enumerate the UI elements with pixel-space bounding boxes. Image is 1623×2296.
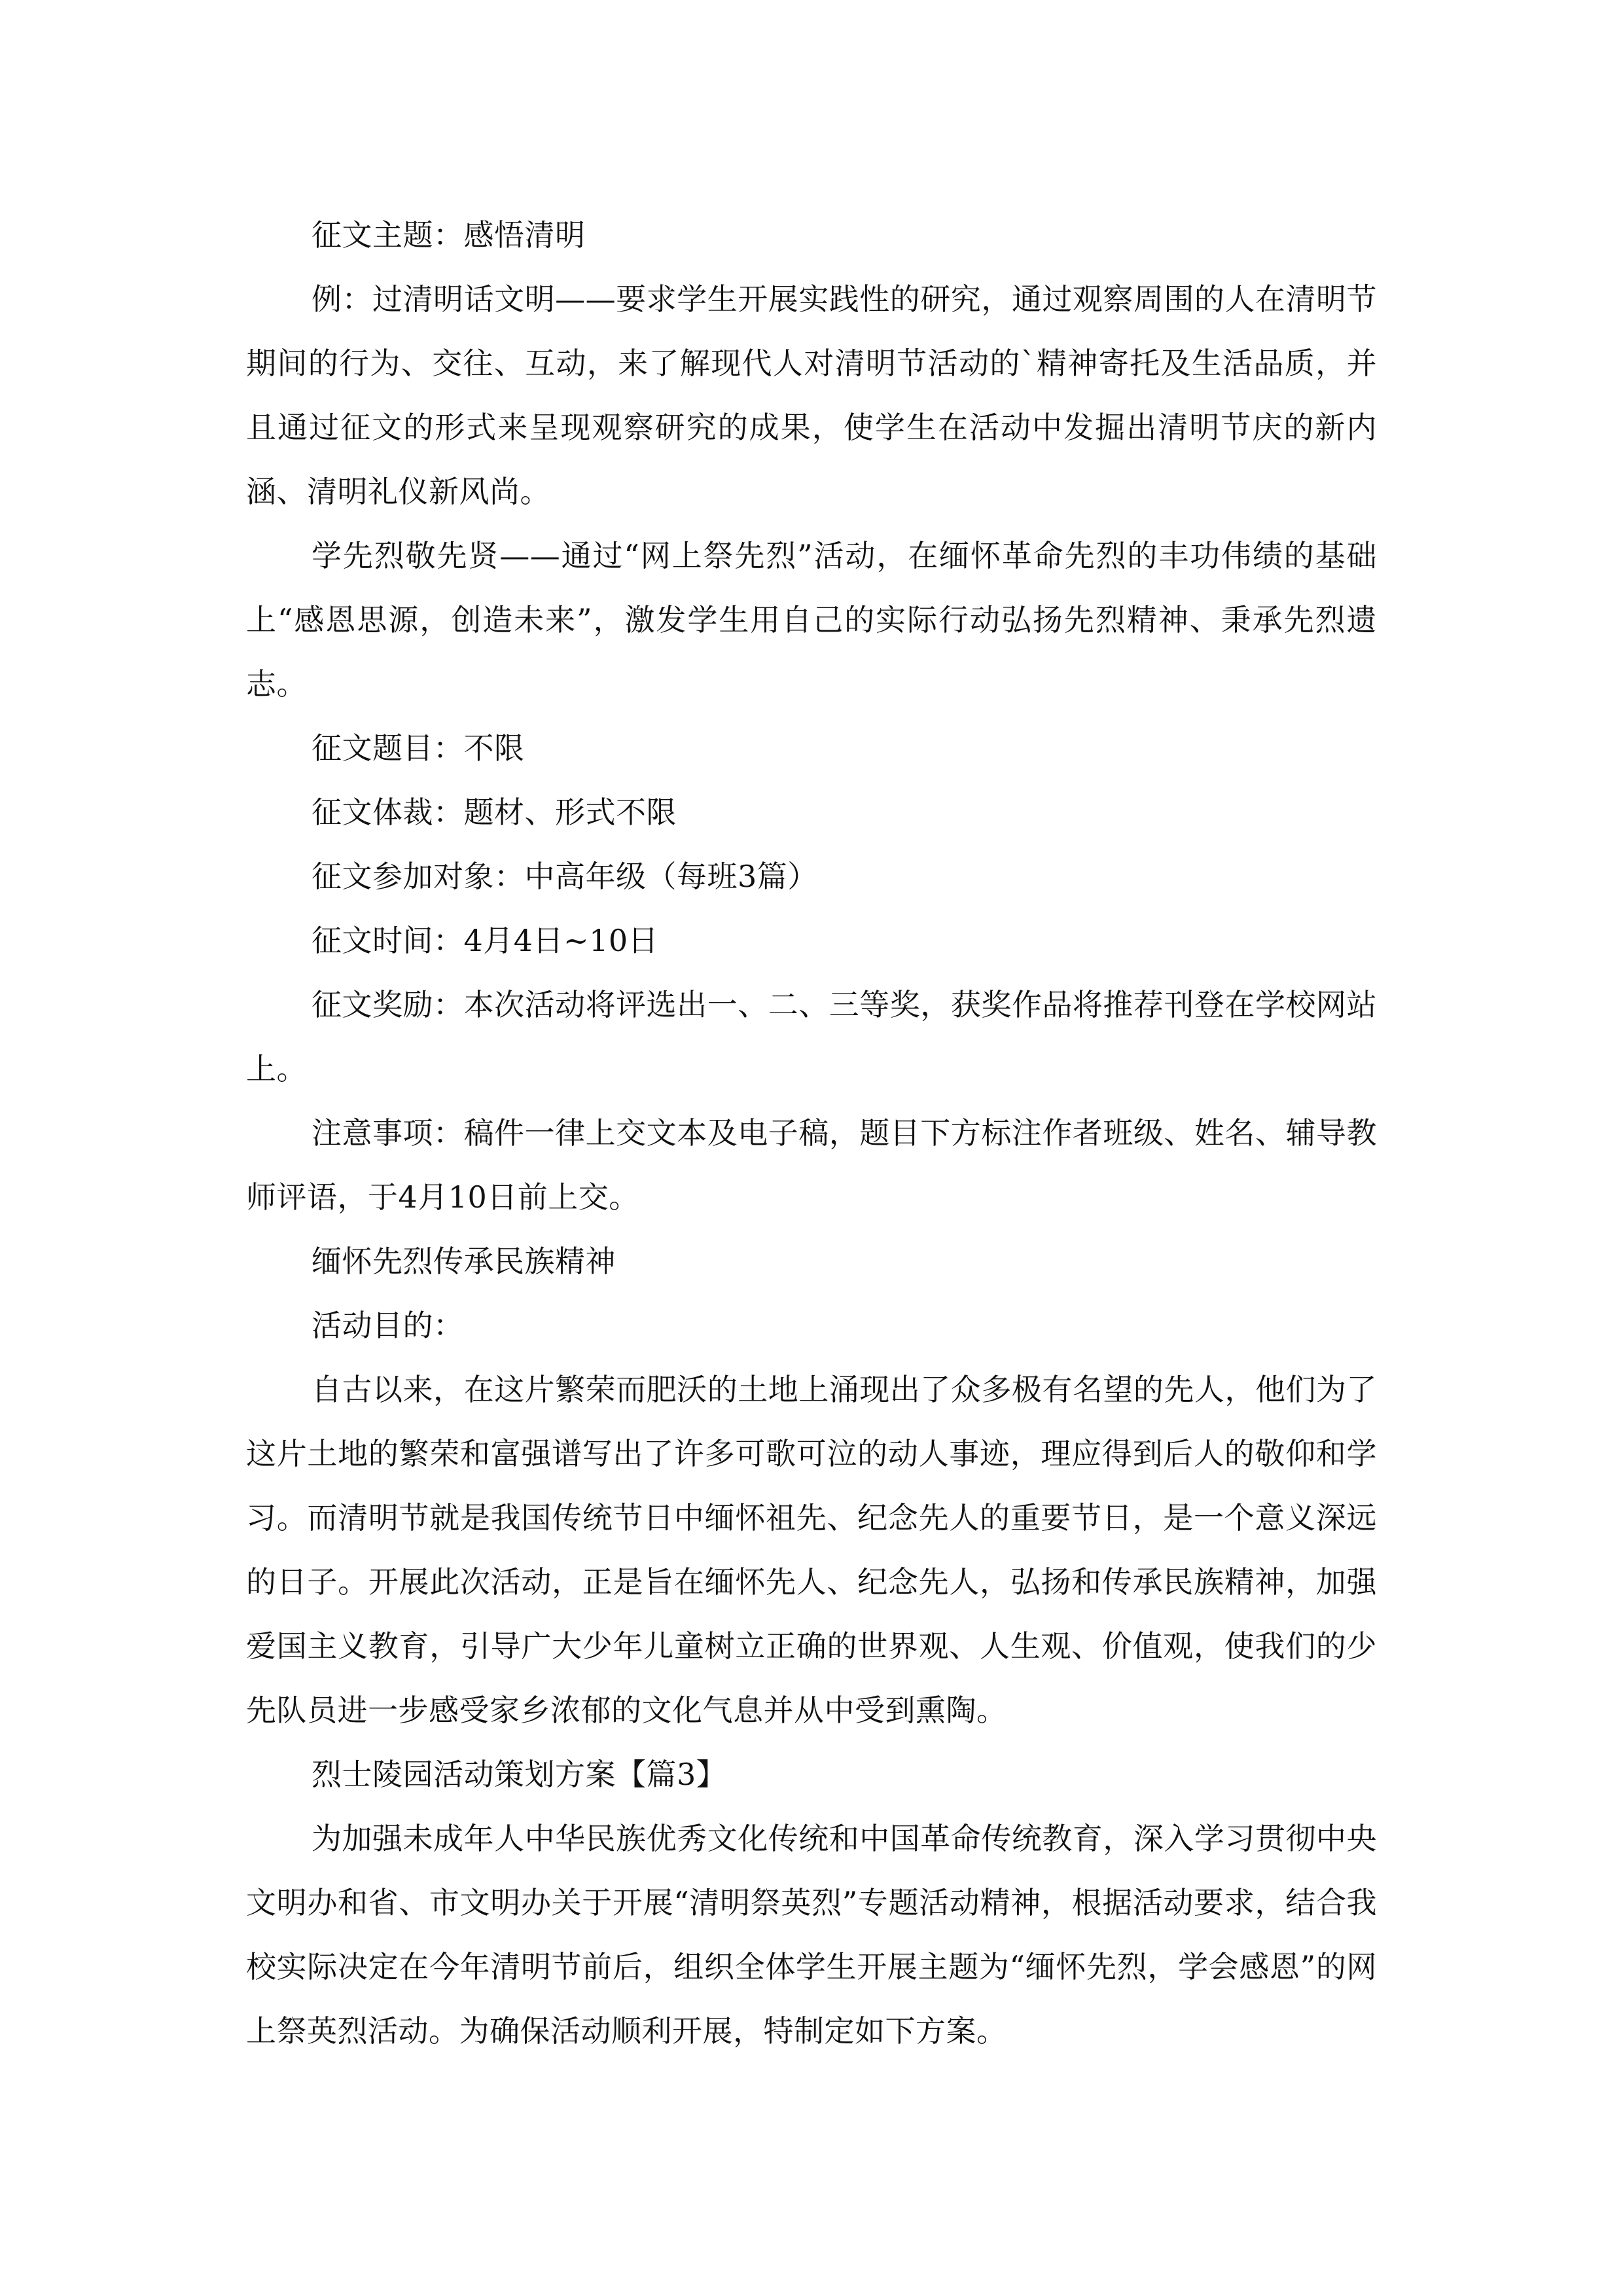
- document-body: [246, 203, 1377, 2063]
- paragraph-notes: 注意事项：稿件一律上交文本及电子稿，题目下方标注作者班级、姓名、辅导教师评语，于4月10日前上交。: [246, 1115, 1377, 1215]
- paragraph-essay-genre: 征文体裁：题材、形式不限: [312, 795, 677, 830]
- paragraph-example-civility: 例：过清明话文明——要求学生开展实践性的研究，通过观察周围的人在清明节期间的行为、交往、互动，来了解现代人对清明节活动的`精神寄托及生活品质，并且通过征文的形式来呈现观察研究的成果，使学生在活动中发掘出清明节庆的新内涵、清明礼仪新风尚。: [246, 281, 1377, 509]
- paragraph-activity-purpose: 自古以来，在这片繁荣而肥沃的土地上涌现出了众多极有名望的先人，他们为了这片土地的繁荣和富强谱写出了许多可歌可泣的动人事迹，理应得到后人的敬仰和学习。而清明节就是我国传统节日中缅怀祖先、纪念先人的重要节日，是一个意义深远的日子。开展此次活动，正是旨在缅怀先人、纪念先人，弘扬和传承民族精神，加强爱国主义教育，引导广大少年儿童树立正确的世界观、人生观、价值观，使我们的少先队员进一步感受家乡浓郁的文化气息并从中受到熏陶。: [246, 1372, 1377, 1728]
- paragraph-essay-theme: 征文主题：感悟清明: [312, 217, 586, 253]
- paragraph-learn-martyrs: 学先烈敬先贤——通过“网上祭先烈”活动，在缅怀革命先烈的丰功伟绩的基础上“感恩思源，创造未来”，激发学生用自己的实际行动弘扬先烈精神、秉承先烈遗志。: [246, 538, 1377, 702]
- paragraph-essay-participants: 征文参加对象：中高年级（每班3篇）: [312, 859, 818, 894]
- paragraph-plan-3-intro: 为加强未成年人中华民族优秀文化传统和中国革命传统教育，深入学习贯彻中央文明办和省、市文明办关于开展“清明祭英烈”专题活动精神，根据活动要求，结合我校实际决定在今年清明节前后，组织全体学生开展主题为“缅怀先烈，学会感恩”的网上祭英烈活动。为确保活动顺利开展，特制定如下方案。: [246, 1821, 1377, 2049]
- section-heading-commemorate: 缅怀先烈传承民族精神: [312, 1244, 616, 1279]
- paragraph-essay-time: 征文时间：4月4日~10日: [312, 923, 659, 958]
- section-heading-plan-3: 烈士陵园活动策划方案【篇3】: [312, 1757, 727, 1792]
- paragraph-essay-awards: 征文奖励：本次活动将评选出一、二、三等奖，获奖作品将推荐刊登在学校网站上。: [246, 987, 1377, 1086]
- paragraph-essay-title: 征文题目：不限: [312, 730, 525, 766]
- section-heading-activity-purpose: 活动目的：: [312, 1308, 464, 1343]
